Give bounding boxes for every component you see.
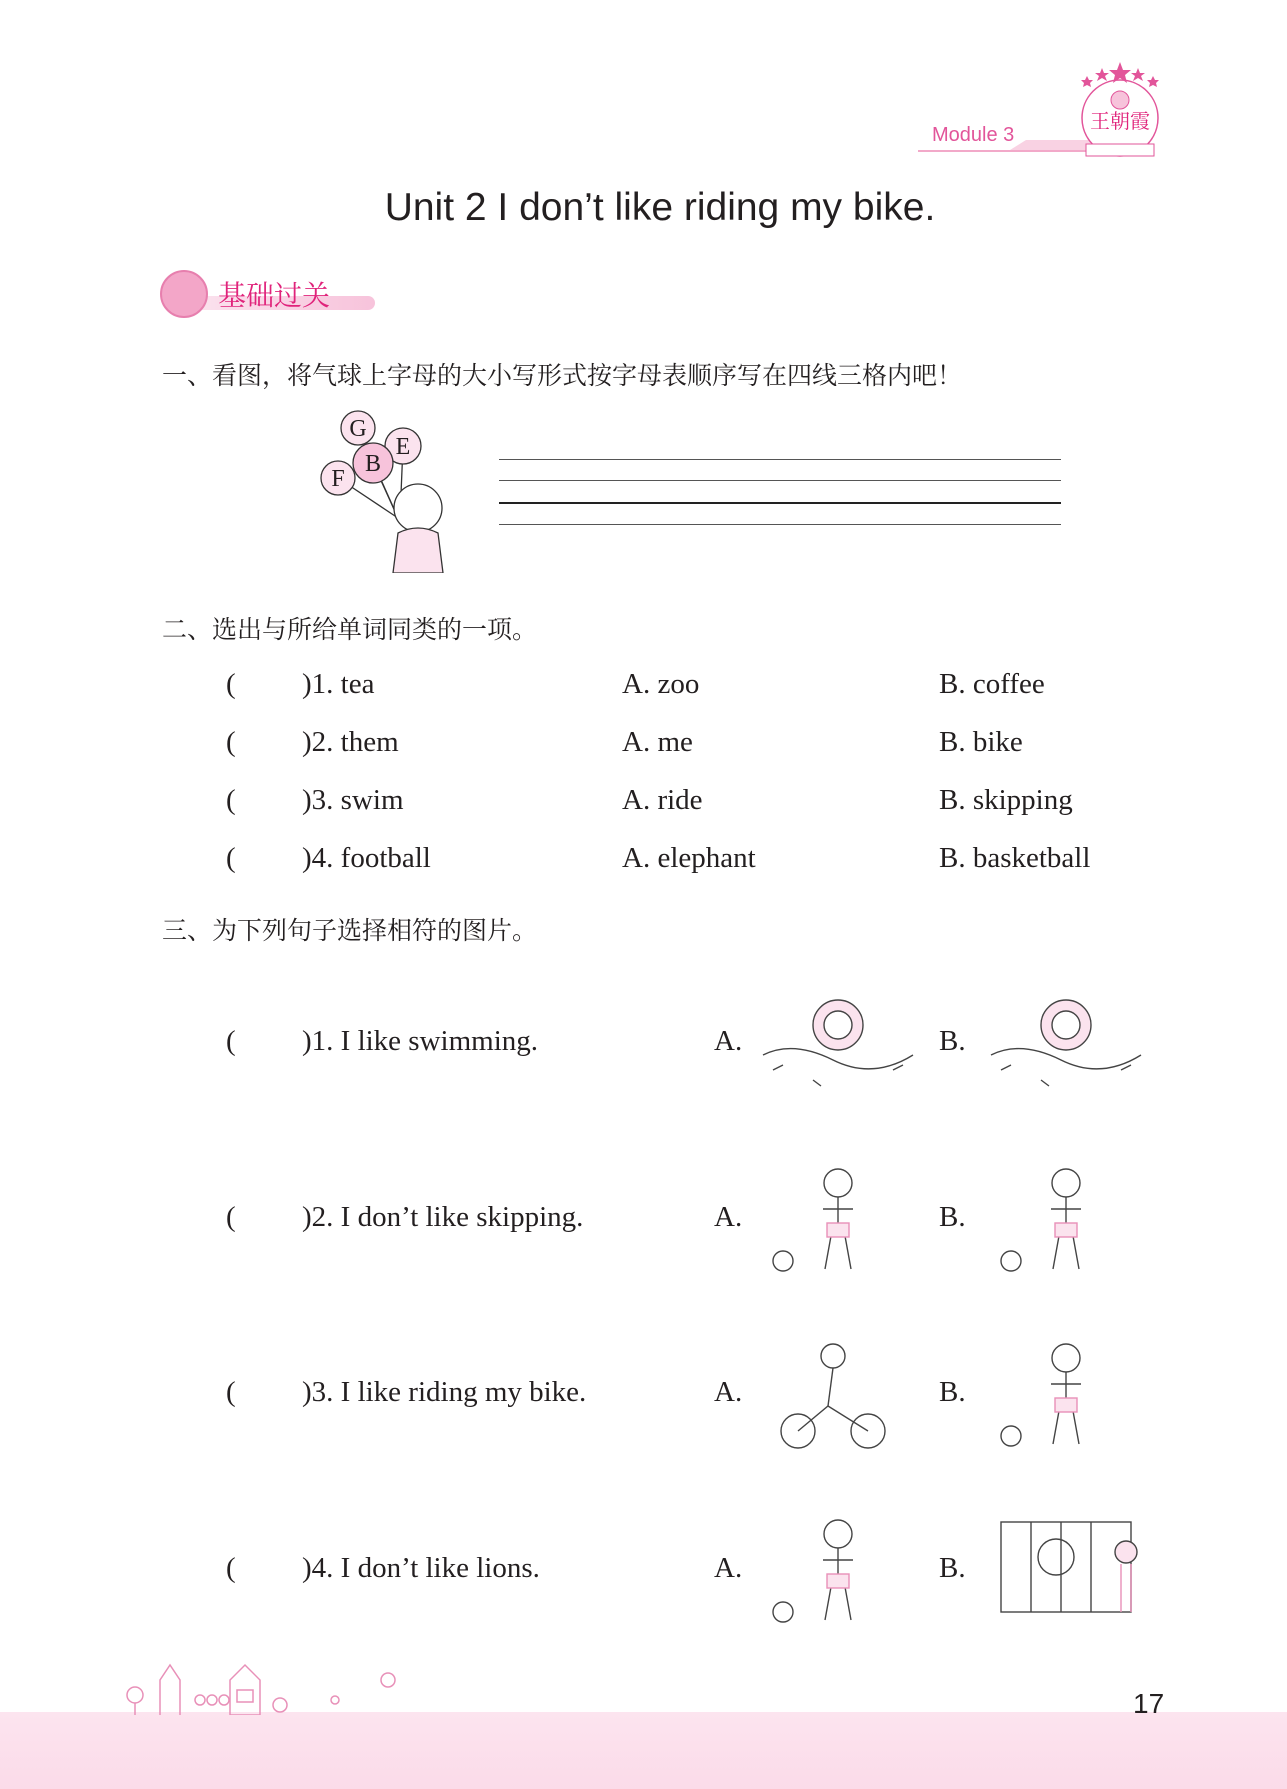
question-word: )1. tea [302,668,375,700]
option-a: A. ride [622,784,703,816]
footer-band [0,1712,1287,1789]
option-b: B. bike [939,726,1023,758]
balloon-letter: G [349,416,367,442]
option-a: A. elephant [622,842,756,874]
option-a-label: A. [714,1201,743,1233]
answer-paren[interactable]: ( [226,726,236,758]
option-a: A. me [622,726,693,758]
option-b-label: B. [939,1201,966,1233]
balloon-letter: B [364,451,382,477]
answer-paren[interactable]: ( [226,784,236,816]
answer-paren[interactable]: ( [226,1552,236,1584]
balloon-girl-illustration [318,408,483,573]
answer-paren[interactable]: ( [226,1025,236,1057]
sentence: )2. I don’t like skipping. [302,1201,584,1233]
option-b: B. basketball [939,842,1091,874]
answer-paren[interactable]: ( [226,1376,236,1408]
option-b: B. skipping [939,784,1073,816]
boy-with-dog-picture[interactable] [753,1512,925,1630]
girl-football-picture[interactable] [753,1161,925,1279]
question-word: )2. them [302,726,399,758]
option-a-label: A. [714,1552,743,1584]
balloon-letter: F [331,466,345,492]
option-a: A. zoo [622,668,700,700]
publisher-logo [1072,60,1168,160]
boy-standing-picture[interactable] [981,1336,1153,1454]
answer-paren[interactable]: ( [226,842,236,874]
girl-swim-ring-picture[interactable] [981,985,1153,1103]
boy-riding-bike-picture[interactable] [753,1336,925,1454]
module-underline [918,150,1088,152]
sentence: )1. I like swimming. [302,1025,539,1057]
sentence: )3. I like riding my bike. [302,1376,587,1408]
question-word: )4. football [302,842,431,874]
option-b-label: B. [939,1376,966,1408]
lion-cage-picture[interactable] [981,1512,1153,1630]
sentence: )4. I don’t like lions. [302,1552,540,1584]
page-number: 17 [1133,1688,1165,1719]
part1-heading: 一、看图，将气球上字母的大小写形式按字母表顺序写在四线三格内吧！ [162,361,963,390]
swimming-girl-picture[interactable] [753,985,925,1103]
svg-text:王朝霞: 王朝霞 [1090,109,1150,133]
option-b: B. coffee [939,668,1045,700]
answer-paren[interactable]: ( [226,1201,236,1233]
page-title: Unit 2 I don’t like riding my bike. [384,186,936,229]
answer-writing-area[interactable] [499,455,1061,530]
answer-paren[interactable]: ( [226,668,236,700]
question-word: )3. swim [302,784,404,816]
balloon-letter: E [395,434,411,460]
part3-heading: 三、为下列句子选择相符的图片。 [162,916,538,945]
option-a-label: A. [714,1025,743,1057]
section-badge-title: 基础过关 [218,279,331,312]
part2-heading: 二、选出与所给单词同类的一项。 [162,615,538,644]
option-a-label: A. [714,1376,743,1408]
town-decoration-icon [120,1645,400,1715]
section-badge-avatar-icon [160,270,208,318]
option-b-label: B. [939,1025,966,1057]
option-b-label: B. [939,1552,966,1584]
module-label: Module 3 [932,124,1015,146]
boy-skipping-picture[interactable] [981,1161,1153,1279]
